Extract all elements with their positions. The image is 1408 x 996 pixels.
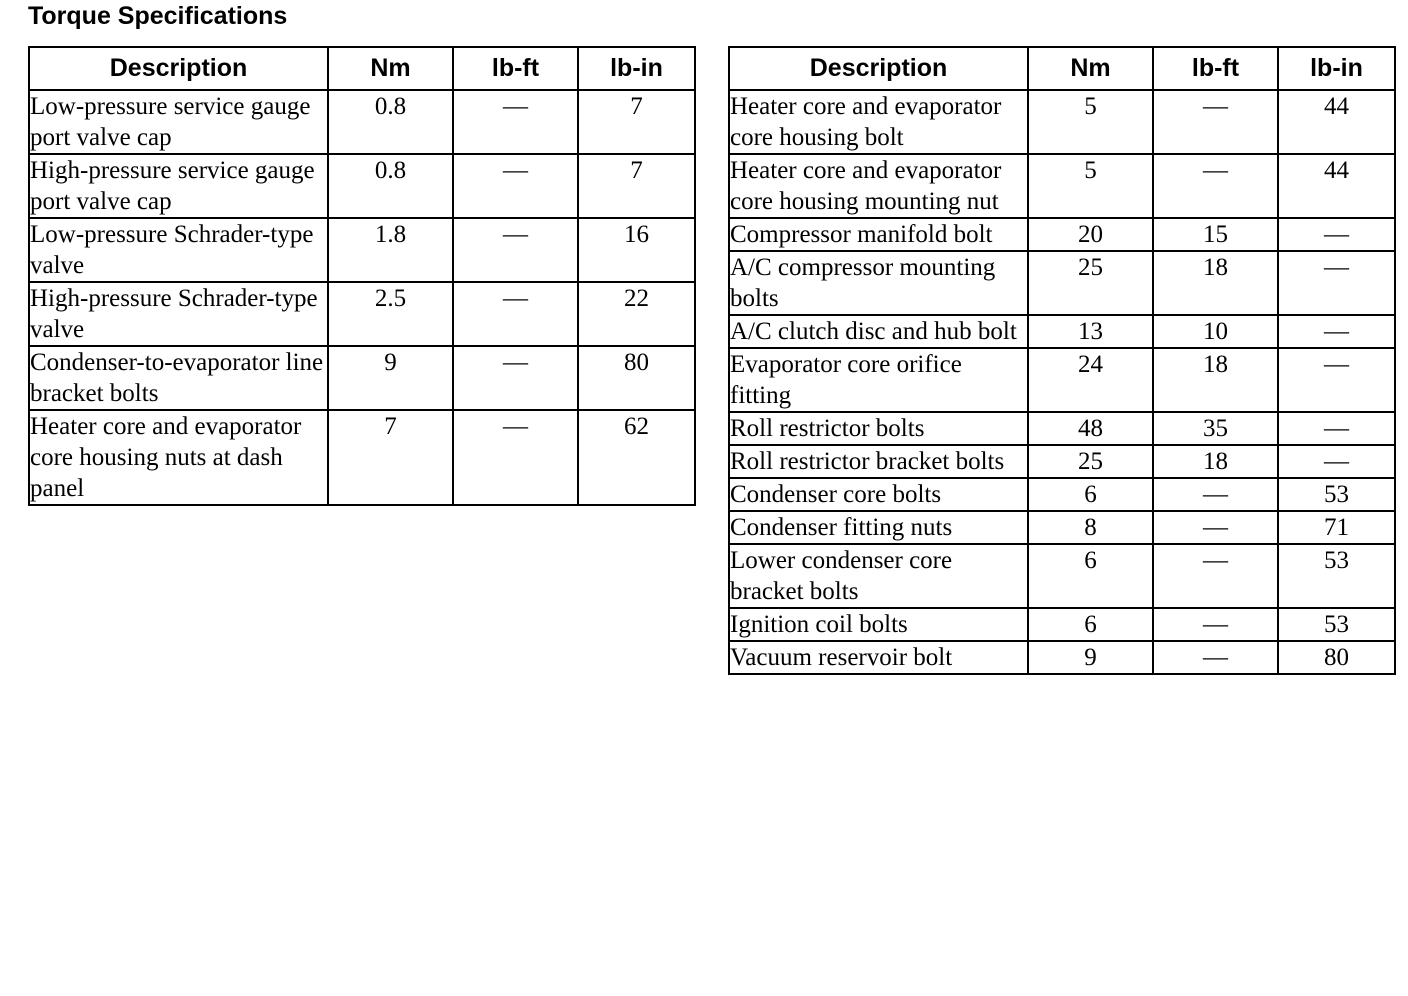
lb-in-cell: 44 <box>1278 90 1395 154</box>
lb-ft-cell: — <box>1153 608 1278 641</box>
lb-in-cell: — <box>1278 218 1395 251</box>
lb-ft-cell: — <box>453 154 578 218</box>
table-row <box>729 445 1395 478</box>
description-cell: Evaporator core orifice fitting <box>729 348 1028 412</box>
nm-cell: 6 <box>1028 478 1153 511</box>
description-cell: Low-pressure service gauge port valve cap <box>29 90 328 154</box>
torque-table-left <box>28 46 696 506</box>
description-cell: A/C clutch disc and hub bolt <box>729 315 1028 348</box>
lb-ft-cell: — <box>453 218 578 282</box>
table-row <box>729 511 1395 544</box>
table-row <box>29 218 695 282</box>
lb-in-cell: — <box>1278 315 1395 348</box>
table-row <box>729 608 1395 641</box>
lb-ft-cell: 18 <box>1153 251 1278 315</box>
description-cell: Condenser core bolts <box>729 478 1028 511</box>
nm-cell: 48 <box>1028 412 1153 445</box>
lb-ft-cell: 18 <box>1153 445 1278 478</box>
torque-table-right <box>728 46 1396 675</box>
table-row <box>29 154 695 218</box>
column-header-nm: Nm <box>328 47 453 90</box>
lb-ft-cell: — <box>1153 478 1278 511</box>
nm-cell: 6 <box>1028 544 1153 608</box>
column-header-lb-in: lb-in <box>1278 47 1395 90</box>
table-row <box>729 154 1395 218</box>
column-header-lb-ft: lb-ft <box>453 47 578 90</box>
table-body <box>29 90 695 505</box>
table-row <box>729 544 1395 608</box>
nm-cell: 20 <box>1028 218 1153 251</box>
table-header-row <box>29 47 695 90</box>
lb-ft-cell: 18 <box>1153 348 1278 412</box>
nm-cell: 7 <box>328 410 453 505</box>
description-cell: Vacuum reservoir bolt <box>729 641 1028 674</box>
lb-in-cell: 22 <box>578 282 695 346</box>
lb-ft-cell: 35 <box>1153 412 1278 445</box>
lb-ft-cell: 10 <box>1153 315 1278 348</box>
nm-cell: 0.8 <box>328 154 453 218</box>
table-row <box>729 218 1395 251</box>
table-row <box>729 90 1395 154</box>
description-cell: Roll restrictor bracket bolts <box>729 445 1028 478</box>
lb-ft-cell: — <box>1153 544 1278 608</box>
column-header-lb-in: lb-in <box>578 47 695 90</box>
nm-cell: 5 <box>1028 90 1153 154</box>
lb-ft-cell: — <box>1153 154 1278 218</box>
lb-in-cell: 80 <box>1278 641 1395 674</box>
nm-cell: 6 <box>1028 608 1153 641</box>
nm-cell: 13 <box>1028 315 1153 348</box>
nm-cell: 24 <box>1028 348 1153 412</box>
lb-ft-cell: — <box>453 346 578 410</box>
nm-cell: 0.8 <box>328 90 453 154</box>
page-title: Torque Specifications <box>28 2 288 30</box>
column-header-lb-ft: lb-ft <box>1153 47 1278 90</box>
lb-in-cell: 53 <box>1278 478 1395 511</box>
nm-cell: 8 <box>1028 511 1153 544</box>
description-cell: Ignition coil bolts <box>729 608 1028 641</box>
column-header-nm: Nm <box>1028 47 1153 90</box>
nm-cell: 2.5 <box>328 282 453 346</box>
table-row <box>729 315 1395 348</box>
description-cell: Heater core and evaporator core housing bolt <box>729 90 1028 154</box>
nm-cell: 9 <box>328 346 453 410</box>
nm-cell: 25 <box>1028 445 1153 478</box>
description-cell: Lower condenser core bracket bolts <box>729 544 1028 608</box>
lb-ft-cell: — <box>453 282 578 346</box>
description-cell: Compressor manifold bolt <box>729 218 1028 251</box>
lb-in-cell: — <box>1278 348 1395 412</box>
column-header-description: Description <box>729 47 1028 90</box>
table-body <box>729 90 1395 674</box>
description-cell: Low-pressure Schrader-type valve <box>29 218 328 282</box>
lb-in-cell: 71 <box>1278 511 1395 544</box>
nm-cell: 1.8 <box>328 218 453 282</box>
lb-in-cell: 80 <box>578 346 695 410</box>
lb-in-cell: 53 <box>1278 608 1395 641</box>
lb-in-cell: 53 <box>1278 544 1395 608</box>
lb-in-cell: — <box>1278 251 1395 315</box>
nm-cell: 5 <box>1028 154 1153 218</box>
table-row <box>29 282 695 346</box>
lb-in-cell: 62 <box>578 410 695 505</box>
description-cell: High-pressure Schrader-type valve <box>29 282 328 346</box>
description-cell: Heater core and evaporator core housing mounting nut <box>729 154 1028 218</box>
lb-in-cell: 44 <box>1278 154 1395 218</box>
description-cell: A/C compressor mounting bolts <box>729 251 1028 315</box>
column-header-description: Description <box>29 47 328 90</box>
table-row <box>29 90 695 154</box>
lb-ft-cell: — <box>1153 511 1278 544</box>
description-cell: Roll restrictor bolts <box>729 412 1028 445</box>
table-row <box>729 251 1395 315</box>
lb-in-cell: 16 <box>578 218 695 282</box>
lb-in-cell: — <box>1278 445 1395 478</box>
lb-in-cell: 7 <box>578 154 695 218</box>
description-cell: Condenser fitting nuts <box>729 511 1028 544</box>
table-row <box>729 348 1395 412</box>
table-header-row <box>729 47 1395 90</box>
lb-ft-cell: — <box>453 410 578 505</box>
table-row <box>29 346 695 410</box>
lb-ft-cell: — <box>453 90 578 154</box>
nm-cell: 9 <box>1028 641 1153 674</box>
table-row <box>729 641 1395 674</box>
lb-in-cell: — <box>1278 412 1395 445</box>
table-row <box>729 478 1395 511</box>
table-row <box>29 410 695 505</box>
lb-ft-cell: — <box>1153 90 1278 154</box>
description-cell: Heater core and evaporator core housing nuts at dash panel <box>29 410 328 505</box>
lb-ft-cell: — <box>1153 641 1278 674</box>
description-cell: Condenser-to-evaporator line bracket bolts <box>29 346 328 410</box>
lb-in-cell: 7 <box>578 90 695 154</box>
description-cell: High-pressure service gauge port valve cap <box>29 154 328 218</box>
nm-cell: 25 <box>1028 251 1153 315</box>
table-row <box>729 412 1395 445</box>
lb-ft-cell: 15 <box>1153 218 1278 251</box>
